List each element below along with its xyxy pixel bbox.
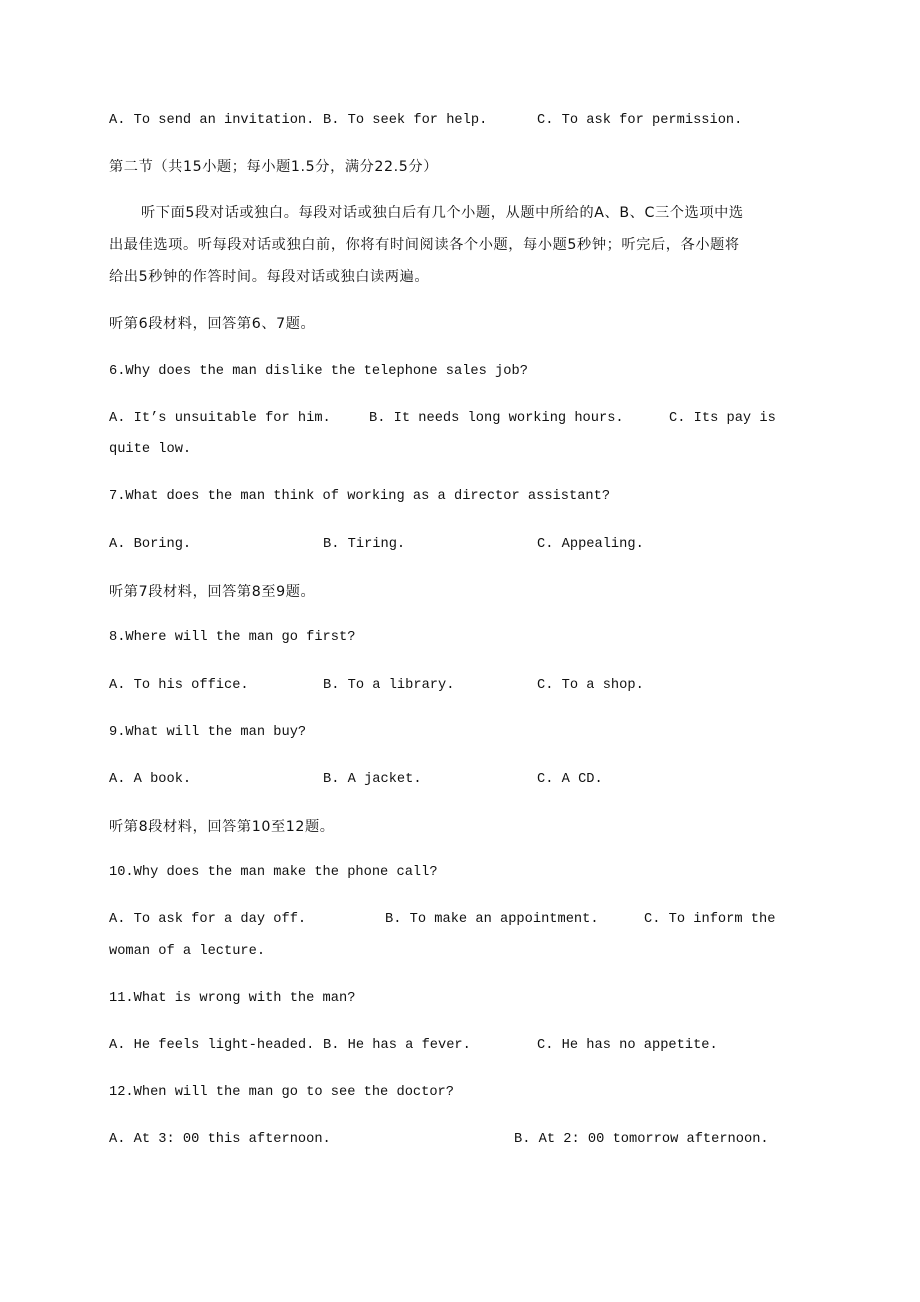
q9-option-c: C. A CD. <box>537 772 603 787</box>
q5-option-b: B. To seek for help. <box>323 113 488 128</box>
section-heading: 第二节（共15小题；每小题1.5分，满分22.5分） <box>109 159 438 175</box>
q6-option-c: C. Its pay is <box>669 411 776 426</box>
q8-option-c: C. To a shop. <box>537 678 644 693</box>
q6-option-c-continued: quite low. <box>109 442 192 457</box>
q10-option-c: C. To inform the <box>644 912 776 927</box>
question-12: 12.When will the man go to see the doctor? <box>109 1085 454 1100</box>
instructions-line: 给出5秒钟的作答时间。每段对话或独白读两遍。 <box>109 269 430 285</box>
question-9: 9.What will the man buy? <box>109 725 307 740</box>
material-6-heading: 听第6段材料，回答第6、7题。 <box>109 316 316 332</box>
q7-option-a: A. Boring. <box>109 537 192 552</box>
q6-option-a: A. It’s unsuitable for him. <box>109 411 331 426</box>
q10-option-b: B. To make an appointment. <box>385 912 599 927</box>
question-11: 11.What is wrong with the man? <box>109 991 356 1006</box>
question-7: 7.What does the man think of working as a director assistant? <box>109 489 611 504</box>
q10-option-c-continued: woman of a lecture. <box>109 944 266 959</box>
material-7-heading: 听第7段材料，回答第8至9题。 <box>109 584 316 600</box>
instructions-line: 出最佳选项。听每段对话或独白前，你将有时间阅读各个小题，每小题5秒钟；听完后，各小题将 <box>109 237 740 253</box>
q7-option-c: C. Appealing. <box>537 537 644 552</box>
q9-option-b: B. A jacket. <box>323 772 422 787</box>
q12-option-a: A. At 3: 00 this afternoon. <box>109 1132 331 1147</box>
q11-option-a: A. He feels light-headed. <box>109 1038 315 1053</box>
question-8: 8.Where will the man go first? <box>109 630 356 645</box>
q8-option-b: B. To a library. <box>323 678 455 693</box>
question-6: 6.Why does the man dislike the telephone sales job? <box>109 364 528 379</box>
q9-option-a: A. A book. <box>109 772 192 787</box>
q11-option-b: B. He has a fever. <box>323 1038 471 1053</box>
q5-option-c: C. To ask for permission. <box>537 113 743 128</box>
question-10: 10.Why does the man make the phone call? <box>109 865 438 880</box>
q5-option-a: A. To send an invitation. <box>109 113 315 128</box>
q8-option-a: A. To his office. <box>109 678 249 693</box>
material-8-heading: 听第8段材料，回答第10至12题。 <box>109 819 335 835</box>
q6-option-b: B. It needs long working hours. <box>369 411 624 426</box>
q7-option-b: B. Tiring. <box>323 537 406 552</box>
instructions-line: 听下面5段对话或独白。每段对话或独白后有几个小题，从题中所给的A、B、C三个选项中选 <box>141 205 744 221</box>
q11-option-c: C. He has no appetite. <box>537 1038 718 1053</box>
q10-option-a: A. To ask for a day off. <box>109 912 307 927</box>
q12-option-b: B. At 2: 00 tomorrow afternoon. <box>514 1132 769 1147</box>
